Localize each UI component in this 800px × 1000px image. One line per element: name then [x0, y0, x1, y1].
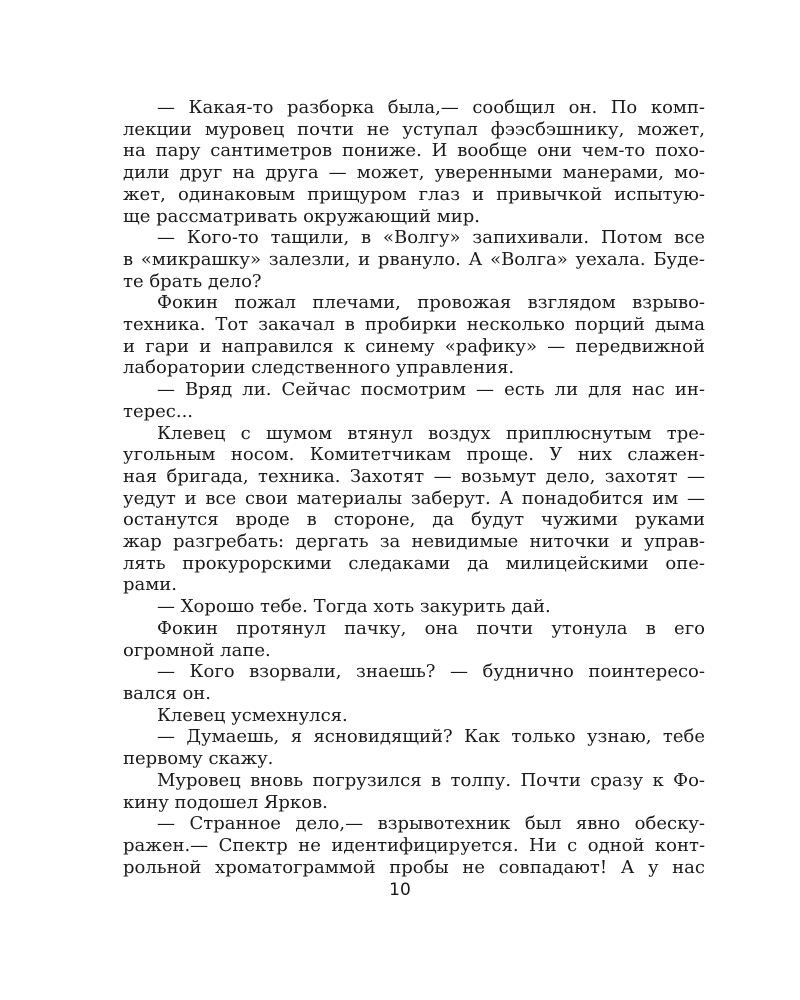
- text-line: рами.: [123, 574, 177, 596]
- text-line: жет, одинаковым прищуром глаз и привычкой испытую-: [123, 183, 705, 205]
- paragraph: [123, 813, 705, 878]
- text-line: — Кого взорвали, знаешь? — буднично поинтересо-: [157, 661, 705, 683]
- text-line: — Хорошо тебе. Тогда хоть закурить дай.: [157, 596, 551, 618]
- text-line: угольным носом. Комитетчикам проще. У них слажен-: [123, 444, 705, 466]
- paragraph: [123, 596, 705, 618]
- paragraph: [123, 618, 705, 661]
- text-line: лаборатории следственного управления.: [123, 357, 515, 379]
- text-line: — Вряд ли. Сейчас посмотрим — есть ли для нас ин-: [157, 379, 706, 401]
- paragraph: [123, 97, 705, 227]
- paragraph: [123, 661, 705, 704]
- paragraph: [123, 423, 705, 597]
- text-line: уедут и все свои материалы заберут. А понадобится им —: [123, 487, 705, 509]
- text-line: — Кого-то тащили, в «Волгу» запихивали. Потом все: [157, 227, 706, 249]
- paragraph: [123, 292, 705, 379]
- text-line: рольной хроматограммой пробы не совпадают! А у нас: [123, 856, 705, 878]
- text-line: техника. Тот закачал в пробирки несколько порций дыма: [123, 314, 705, 336]
- text-line: в «микрашку» залезли, и рвануло. А «Волга» уехала. Буде-: [123, 248, 705, 270]
- text-line: останутся вроде в стороне, да будут чужими руками: [123, 509, 706, 531]
- paragraph: [123, 705, 705, 727]
- text-line: Фокин пожал плечами, провожая взглядом взрыво-: [157, 292, 705, 314]
- text-line: лекции муровец почти не уступал фээсбэшнику, может,: [123, 118, 705, 140]
- text-line: жар разгребать: дергать за невидимые ниточки и управ-: [123, 531, 705, 553]
- text-line: терес...: [123, 400, 194, 422]
- text-line: Муровец вновь погрузился в толпу. Почти сразу к Фо-: [157, 769, 705, 791]
- text-line: Клевец с шумом втянул воздух приплюснутым тре-: [157, 422, 706, 444]
- text-line: ная бригада, техника. Захотят — возьмут дело, захотят —: [123, 465, 706, 487]
- text-line: те брать дело?: [123, 270, 262, 292]
- page-number: 10: [389, 880, 411, 900]
- text-line: на пару сантиметров пониже. И вообще они чем-то похо-: [123, 140, 705, 162]
- paragraph: [123, 770, 705, 813]
- text-line: первому скажу.: [123, 748, 274, 770]
- text-line: ражен.— Спектр не идентифицируется. Ни с одной конт-: [123, 834, 706, 856]
- text-line: ще рассматривать окружающий мир.: [123, 205, 480, 227]
- paragraph: [123, 726, 705, 769]
- paragraph: [123, 227, 705, 292]
- text-line: огромной лапе.: [123, 639, 271, 661]
- paragraph: [123, 379, 705, 422]
- text-line: Клевец усмехнулся.: [157, 704, 348, 726]
- text-line: — Какая-то разборка была,— сообщил он. По комп-: [157, 97, 705, 118]
- text-line: Фокин протянул пачку, она почти утонула в его: [157, 617, 705, 639]
- text-line: и гари и направился к синему «рафику» — передвижной: [123, 335, 705, 357]
- text-line: вался он.: [123, 682, 212, 704]
- text-line: — Странное дело,— взрывотехник был явно обеску-: [157, 813, 705, 835]
- body-text: [123, 97, 705, 878]
- text-line: дили друг на друга — может, уверенными манерами, мо-: [123, 162, 705, 184]
- text-line: лять прокурорскими следаками да милицейскими опе-: [123, 552, 705, 574]
- text-line: кину подошел Ярков.: [123, 791, 328, 813]
- text-line: — Думаешь, я ясновидящий? Как только узнаю, тебе: [157, 726, 705, 748]
